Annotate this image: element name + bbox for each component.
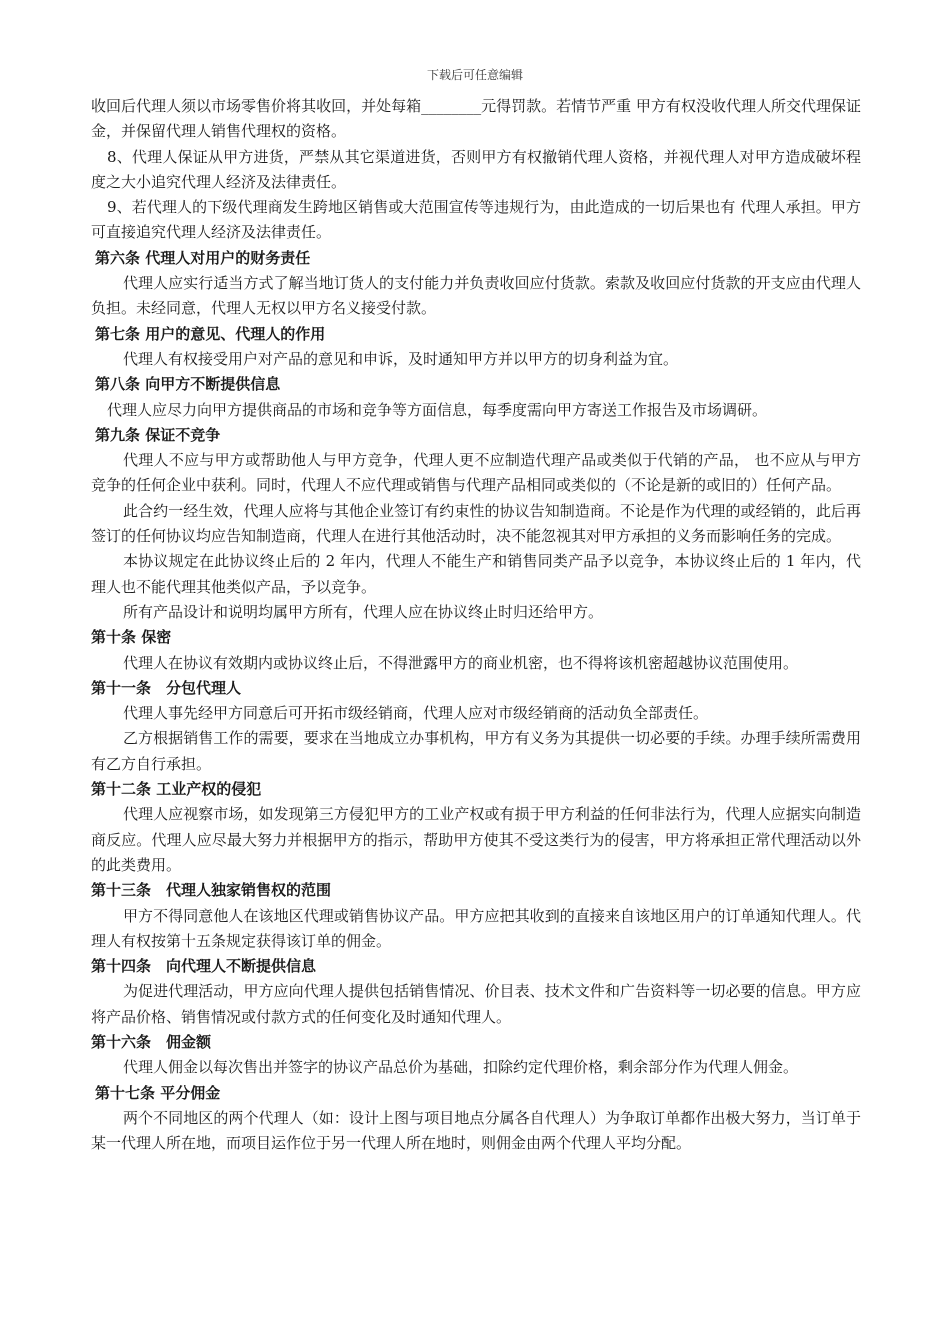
section-heading: 第十七条 平分佣金	[95, 1083, 221, 1102]
section-heading: 第六条 代理人对用户的财务责任	[95, 248, 311, 267]
paragraph: 收回后代理人须以市场零售价将其收回，并处每箱________元得罚款。若情节严重 甲方有权没收代理人所交代理保证金，并保留代理人销售代理权的资格。	[91, 97, 861, 141]
paragraph: 代理人应实行适当方式了解当地订货人的支付能力并负责收回应付货款。索款及收回应付货款的开支应由代理人负担。未经同意，代理人无权以甲方名义接受付款。	[91, 274, 861, 318]
section-heading: 第七条 用户的意见、代理人的作用	[95, 324, 326, 343]
paragraph: 代理人佣金以每次售出并签字的协议产品总价为基础，扣除约定代理价格，剩余部分作为代理人佣金。	[123, 1058, 799, 1077]
page-header: 下载后可任意编辑	[426, 68, 523, 82]
paragraph: 本协议规定在此协议终止后的 2 年内，代理人不能生产和销售同类产品予以竞争，本协议终止后的 1 年内，代理人也不能代理其他类似产品，予以竞争。	[91, 552, 861, 596]
document-body	[91, 94, 861, 1156]
paragraph: 所有产品设计和说明均属甲方所有，代理人应在协议终止时归还给甲方。	[123, 602, 604, 621]
paragraph: 代理人在协议有效期内或协议终止后，不得泄露甲方的商业机密，也不得将该机密超越协议范围使用。	[123, 653, 799, 672]
paragraph: 代理人不应与甲方或帮助他人与甲方竞争，代理人更不应制造代理产品或类似于代销的产品， 也不应从与甲方竞争的任何企业中获利。同时，代理人不应代理或销售与代理产品相同或类似的（不论是新的或旧的）任何产品。	[91, 451, 861, 495]
paragraph: 两个不同地区的两个代理人（如：设计上图与项目地点分属各自代理人）为争取订单都作出极大努力，当订单于某一代理人所在地，而项目运作位于另一代理人所在地时，则佣金由两个代理人平均分配。	[91, 1108, 861, 1153]
section-heading: 第十条 保密	[91, 628, 172, 647]
paragraph: 乙方根据销售工作的需要，要求在当地成立办事机构，甲方有义务为其提供一切必要的手续。办理手续所需费用有乙方自行承担。	[91, 729, 861, 773]
section-heading: 第十二条 工业产权的侵犯	[91, 780, 262, 799]
section-heading: 第十一条 分包代理人	[91, 678, 242, 697]
paragraph: 代理人有权接受用户对产品的意见和申诉，及时通知甲方并以甲方的切身利益为宜。	[123, 349, 679, 368]
section-heading: 第十三条 代理人独家销售权的范围	[91, 881, 332, 900]
paragraph: 代理人应视察市场，如发现第三方侵犯甲方的工业产权或有损于甲方利益的任何非法行为，代理人应据实向制造商反应。代理人应尽最大努力并根据甲方的指示，帮助甲方使其不受这类行为的侵害，甲方将承担正常代理活动以外的此类费用。	[91, 805, 861, 874]
paragraph: 9、若代理人的下级代理商发生跨地区销售或大范围宣传等违规行为，由此造成的一切后果也有 代理人承担。甲方可直接追究代理人经济及法律责任。	[91, 198, 861, 242]
section-heading: 第九条 保证不竞争	[95, 425, 221, 444]
paragraph: 代理人事先经甲方同意后可开拓市级经销商，代理人应对市级经销商的活动负全部责任。	[123, 704, 709, 723]
section-heading: 第十四条 向代理人不断提供信息	[91, 957, 317, 976]
section-heading: 第十六条 佣金额	[91, 1032, 212, 1051]
paragraph: 8、代理人保证从甲方进货，严禁从其它渠道进货，否则甲方有权撤销代理人资格，并视代理人对甲方造成破坏程度之大小追究代理人经济及法律责任。	[91, 147, 861, 191]
paragraph: 此合约一经生效，代理人应将与其他企业签订有约束性的协议告知制造商。不论是作为代理的或经销的，此后再签订的任何协议均应告知制造商，代理人在进行其他活动时，决不能忽视其对甲方承担的义务而影响任务的完成。	[91, 501, 861, 546]
paragraph: 代理人应尽力向甲方提供商品的市场和竞争等方面信息，每季度需向甲方寄送工作报告及市场调研。	[107, 400, 768, 419]
section-heading: 第八条 向甲方不断提供信息	[95, 375, 281, 394]
paragraph: 为促进代理活动，甲方应向代理人提供包括销售情况、价目表、技术文件和广告资料等一切必要的信息。甲方应将产品价格、销售情况或付款方式的任何变化及时通知代理人。	[91, 982, 861, 1026]
paragraph: 甲方不得同意他人在该地区代理或销售协议产品。甲方应把其收到的直接来自该地区用户的订单通知代理人。代理人有权按第十五条规定获得该订单的佣金。	[91, 906, 861, 950]
